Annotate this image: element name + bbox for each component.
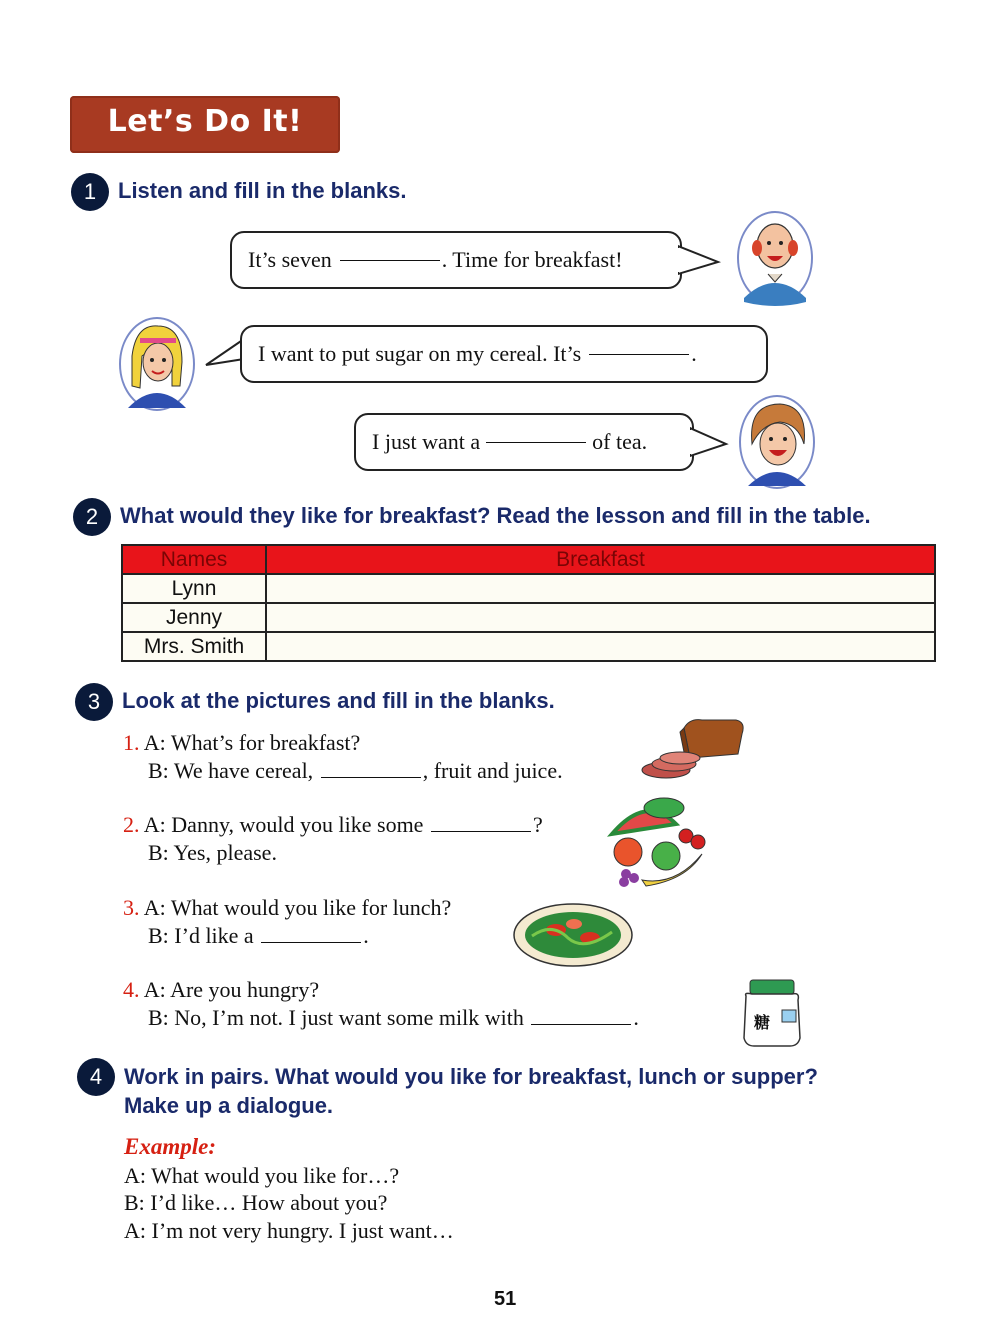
section-1-heading: Listen and fill in the blanks.	[118, 178, 407, 203]
girl-avatar-icon	[118, 316, 196, 412]
item-number: 3.	[123, 895, 140, 920]
answer-blank[interactable]	[340, 259, 440, 261]
example-line: A: I’m not very hungry. I just want…	[124, 1218, 454, 1243]
item-number: 4.	[123, 977, 140, 1002]
table-row	[122, 603, 935, 632]
breakfast-cell[interactable]	[266, 632, 935, 661]
item-text: B: We have cereal,	[148, 758, 314, 783]
exercise-item-4-line-b	[148, 1005, 639, 1031]
answer-blank[interactable]	[589, 353, 689, 355]
exercise-item-1-line-b	[148, 758, 563, 784]
table-header-row	[122, 545, 935, 574]
speech-bubble-2	[240, 325, 768, 383]
fruit-icon	[606, 794, 710, 894]
breakfast-table	[121, 544, 936, 662]
table-row	[122, 574, 935, 603]
bubble-2-text-after: .	[691, 341, 697, 366]
answer-blank[interactable]	[431, 830, 531, 832]
sugar-jar-icon	[740, 978, 804, 1048]
item-text: A: What’s for breakfast?	[143, 730, 361, 755]
column-header-names: Names	[122, 545, 266, 574]
exercise-item-3-line-b	[148, 923, 369, 949]
example-line: A: What would you like for…?	[124, 1163, 400, 1188]
section-banner	[70, 96, 340, 153]
breakfast-cell[interactable]	[266, 574, 935, 603]
woman-avatar-icon	[738, 394, 816, 490]
section-2-heading: What would they like for breakfast? Read the lesson and fill in the table.	[120, 503, 871, 528]
answer-blank[interactable]	[531, 1023, 631, 1025]
bread-icon	[640, 718, 746, 786]
breakfast-cell[interactable]	[266, 603, 935, 632]
table-row	[122, 632, 935, 661]
salad-icon	[512, 902, 634, 968]
name-cell: Mrs. Smith	[122, 632, 266, 661]
section-4-number: 4	[77, 1058, 115, 1096]
item-text: , fruit and juice.	[422, 758, 563, 783]
bubble-2-text-before: I want to put sugar on my cereal. It’s	[258, 341, 582, 366]
section-3-heading: Look at the pictures and fill in the blanks.	[122, 688, 555, 713]
banner-title: Let’s Do It!	[107, 104, 303, 139]
bubble-3-text-before: I just want a	[372, 429, 481, 454]
exercise-item-1-line-a	[123, 730, 360, 756]
answer-blank[interactable]	[486, 441, 586, 443]
bubble-1-tail	[678, 244, 722, 280]
section-4-heading-line-1: Work in pairs. What would you like for breakfast, lunch or supper?	[124, 1064, 818, 1089]
item-number: 2.	[123, 812, 140, 837]
section-1-number: 1	[71, 173, 109, 211]
exercise-item-4-line-a	[123, 977, 319, 1003]
item-text: A: Danny, would you like some	[143, 812, 424, 837]
section-3-number: 3	[75, 683, 113, 721]
bubble-3-text-after: of tea.	[592, 429, 648, 454]
bubble-1-text-before: It’s seven	[248, 247, 332, 272]
sugar-jar-label: 糖	[754, 1013, 771, 1032]
answer-blank[interactable]	[321, 776, 421, 778]
example-line: B: I’d like… How about you?	[124, 1190, 388, 1215]
item-text: .	[363, 923, 369, 948]
name-cell: Jenny	[122, 603, 266, 632]
item-text: B: I’d like a	[148, 923, 254, 948]
exercise-item-3-line-a	[123, 895, 451, 921]
bubble-1-text-after: . Time for breakfast!	[441, 247, 623, 272]
exercise-item-2-line-b: B: Yes, please.	[148, 840, 277, 865]
grandpa-avatar-icon	[736, 210, 814, 306]
item-text: A: What would you like for lunch?	[143, 895, 452, 920]
speech-bubble-1	[230, 231, 682, 289]
speech-bubble-3	[354, 413, 694, 471]
exercise-item-2-line-a	[123, 812, 543, 838]
name-cell: Lynn	[122, 574, 266, 603]
column-header-breakfast: Breakfast	[266, 545, 935, 574]
section-2-number: 2	[73, 498, 111, 536]
item-text: .	[633, 1005, 639, 1030]
answer-blank[interactable]	[261, 941, 361, 943]
page-number: 51	[494, 1288, 517, 1310]
section-4-heading-line-2: Make up a dialogue.	[124, 1093, 334, 1118]
item-number: 1.	[123, 730, 140, 755]
item-text: A: Are you hungry?	[143, 977, 320, 1002]
example-label: Example:	[124, 1134, 216, 1159]
item-text: ?	[532, 812, 543, 837]
item-text: B: No, I’m not. I just want some milk with	[148, 1005, 524, 1030]
bubble-3-tail	[690, 426, 730, 460]
